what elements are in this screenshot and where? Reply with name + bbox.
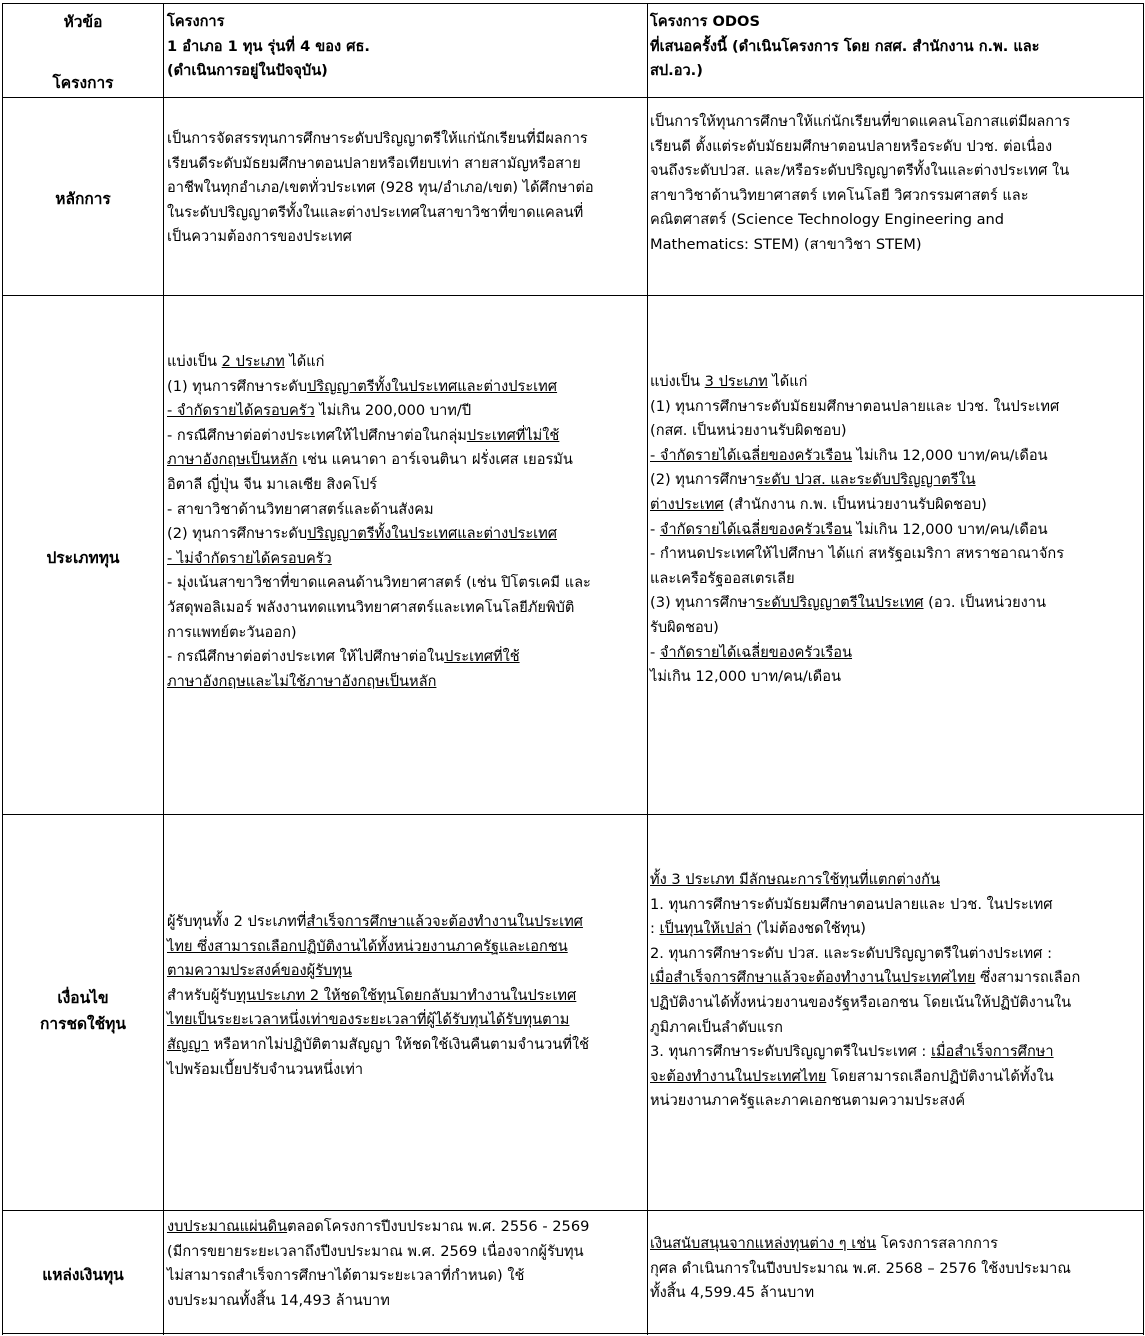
underlined-text: ไทยเป็นระยะเวลาหนึ่งเท่าของระยะเวลาที่ผู้ได้รับทุนได้รับทุนตาม — [167, 1011, 570, 1029]
row-divider-4 — [2, 1210, 1144, 1211]
table-border-bottom — [2, 1333, 1144, 1334]
text-line — [167, 959, 589, 984]
principle-col3 — [650, 110, 1070, 258]
text-line: - กำหนดประเทศให้ไปศึกษา ได้แก่ สหรัฐอเมริกา สหราชอาณาจักร — [650, 545, 1065, 563]
text-run: ไม่เกิน 12,000 บาท/คน/เดือน — [852, 446, 1048, 464]
text-run: (2) ทุนการศึกษาระดับ — [167, 525, 308, 543]
underlined-text: - ไม่จำกัดรายได้ครอบครัว — [167, 549, 332, 567]
text-line: ไม่สามารถสำเร็จการศึกษาได้ตามระยะเวลาที่กำหนด) ใช้ — [167, 1267, 525, 1285]
text-line: เรียนดี ตั้งแต่ระดับมัธยมศึกษาตอนปลายหรือระดับ ปวช. ต่อเนื่อง — [650, 137, 1053, 155]
text-line — [167, 984, 589, 1009]
underlined-text: ปริญญาตรีทั้งในประเทศและต่างประเทศ — [307, 525, 558, 543]
row-label-text: แหล่งเงินทุน — [42, 1266, 124, 1284]
funding-col3 — [650, 1232, 1071, 1306]
text-line: ภูมิภาคเป็นลำดับแรก — [650, 1018, 784, 1036]
text-line: - มุ่งเน้นสาขาวิชาที่ขาดแคลนด้านวิทยาศาสตร์ (เช่น ปิโตรเคมี และ — [167, 574, 591, 592]
text-run: - — [650, 643, 660, 661]
underlined-text: ภาษาอังกฤษและไม่ใช้ภาษาอังกฤษเป็นหลัก — [167, 672, 437, 690]
text-run: - — [650, 520, 660, 538]
text-line — [650, 1065, 1080, 1090]
text-run: แบ่งเป็น — [650, 373, 705, 390]
underlined-text: เมื่อสำเร็จการศึกษาแล้วจะต้องทำงานในประเทศไทย — [650, 969, 976, 987]
text-run: ซึ่งสามารถเลือก — [975, 969, 1081, 987]
text-line — [167, 1215, 589, 1240]
text-run: ไม่เกิน 12,000 บาท/คน/เดือน — [852, 520, 1048, 538]
header-col3-line: สป.อว.) — [650, 62, 703, 80]
text-run: (ไม่ต้องชดใช้ทุน) — [751, 920, 866, 938]
underlined-text: ทั้ง 3 ประเภท มีลักษณะการใช้ทุนที่แตกต่างกัน — [650, 871, 940, 888]
underlined-text: จำกัดรายได้เฉลี่ยของครัวเรือน — [659, 520, 853, 538]
text-line — [167, 1008, 589, 1033]
types-col2 — [167, 350, 591, 694]
text-line — [650, 1232, 1071, 1257]
underlined-text: ไทย ซึ่งสามารถเลือกปฏิบัติงานได้ทั้งหน่วยงานภาครัฐและเอกชน — [167, 937, 568, 955]
text-line: ปฏิบัติงานได้ทั้งหน่วยงานของรัฐหรือเอกชน โดยเน้นให้ปฏิบัติงานใน — [650, 993, 1072, 1011]
text-line — [650, 868, 1080, 893]
header-col3-line: โครงการ ODOS — [650, 13, 760, 30]
text-line: สาขาวิชาด้านวิทยาศาสตร์ เทคโนโลยี วิศวกรรมศาสตร์ และ — [650, 186, 1029, 204]
text-run: โครงการสลากการ — [876, 1235, 998, 1252]
text-line: รับผิดชอบ) — [650, 618, 719, 636]
underlined-text: ปริญญาตรีทั้งในประเทศและต่างประเทศ — [307, 377, 558, 395]
underlined-text: สำเร็จการศึกษาแล้วจะต้องทำงานในประเทศ — [306, 913, 583, 930]
row-divider-1 — [2, 97, 1144, 98]
text-line: เป็นความต้องการของประเทศ — [167, 228, 352, 246]
underlined-text: ภาษาอังกฤษเป็นหลัก — [167, 451, 298, 469]
text-line: (กสศ. เป็นหน่วยงานรับผิดชอบ) — [650, 422, 847, 440]
underlined-text: - จำกัดรายได้เฉลี่ยของครัวเรือน — [650, 446, 853, 464]
text-line — [650, 591, 1064, 616]
underlined-text: 3 ประเภท — [704, 373, 768, 390]
underlined-text: ระดับปริญญาตรีในประเทศ — [755, 594, 924, 612]
text-run: (อว. เป็นหน่วยงาน — [923, 594, 1046, 612]
row-label-text: หลักการ — [55, 190, 111, 208]
underlined-text: จำกัดรายได้เฉลี่ยของครัวเรือน — [659, 643, 853, 661]
underlined-text: ระดับ ปวส. และระดับปริญญาตรีใน — [755, 471, 976, 489]
text-run: แบ่งเป็น — [167, 353, 222, 370]
text-line: เรียนดีระดับมัธยมศึกษาตอนปลายหรือเทียบเท่า สายสามัญหรือสาย — [167, 154, 581, 172]
text-line — [167, 1033, 589, 1058]
text-line: - สาขาวิชาด้านวิทยาศาสตร์และด้านสังคม — [167, 500, 434, 518]
text-line — [650, 1040, 1080, 1065]
row-label-text: การชดใช้ทุน — [40, 1015, 126, 1033]
text-run: (สำนักงาน ก.พ. เป็นหน่วยงานรับผิดชอบ) — [723, 495, 987, 513]
conditions-col3 — [650, 868, 1080, 1114]
text-line — [650, 370, 1064, 395]
underlined-text: จะต้องทำงานในประเทศไทย — [650, 1067, 827, 1085]
column-divider-2 — [647, 3, 648, 1335]
underlined-text: เป็นทุนให้เปล่า — [659, 920, 752, 938]
row-label-types — [3, 545, 163, 570]
text-line — [167, 935, 589, 960]
text-line: ในระดับปริญญาตรีทั้งในและต่างประเทศในสาขาวิชาที่ขาดแคลนที่ — [167, 203, 584, 221]
underlined-text: ประเทศที่ใช้ — [444, 648, 520, 666]
text-run: ไม่เกิน 200,000 บาท/ปี — [314, 402, 472, 420]
text-line — [650, 518, 1064, 543]
conditions-col2 — [167, 910, 589, 1082]
underlined-text: งบประมาณแผ่นดิน — [167, 1218, 288, 1235]
text-run: หรือหากไม่ปฏิบัติตามสัญญา ให้ชดใช้เงินคืนตามจำนวนที่ใช้ — [208, 1035, 589, 1053]
text-line: เป็นการให้ทุนการศึกษาให้แก่นักเรียนที่ขาดแคลนโอกาสแต่มีผลการ — [650, 113, 1071, 130]
underlined-text: สัญญา — [167, 1035, 209, 1053]
header-col2-line: โครงการ — [167, 13, 225, 30]
text-line: คณิตศาสตร์ (Science Technology Engineering and — [650, 211, 1005, 229]
text-run: ผู้รับทุนทั้ง 2 ประเภทที่ — [167, 913, 307, 930]
row-label-funding — [3, 1262, 163, 1287]
header-col2-line: (ดำเนินการอยู่ในปัจจุบัน) — [167, 62, 328, 80]
text-run: : — [650, 920, 660, 938]
header-topic-label-bottom — [3, 70, 163, 95]
text-run: ได้แก่ — [284, 353, 325, 370]
text-line — [167, 375, 591, 400]
header-col2-line: 1 อำเภอ 1 ทุน รุ่นที่ 4 ของ ศธ. — [167, 37, 370, 55]
header-col3-line: ที่เสนอครั้งนี้ (ดำเนินโครงการ โดย กสศ. สำนักงาน ก.พ. และ — [650, 37, 1040, 55]
text-line — [167, 350, 591, 375]
text-line: การแพทย์ตะวันออก) — [167, 623, 297, 641]
text-run: - กรณีศึกษาต่อต่างประเทศ ให้ไปศึกษาต่อใน — [167, 648, 445, 666]
row-divider-2 — [2, 295, 1144, 296]
text-line: อาชีพในทุกอำเภอ/เขตทั่วประเทศ (928 ทุน/อำเภอ/เขต) ได้ศึกษาต่อ — [167, 179, 594, 197]
header-topic-bottom: โครงการ — [52, 74, 114, 92]
row-label-principle — [3, 186, 163, 211]
text-line: เป็นการจัดสรรทุนการศึกษาระดับปริญญาตรีให้แก่นักเรียนที่มีผลการ — [167, 130, 588, 147]
underlined-text: 2 ประเภท — [221, 353, 285, 370]
text-line — [650, 493, 1064, 518]
text-line — [167, 424, 591, 449]
text-line — [167, 547, 591, 572]
underlined-text: เงินสนับสนุนจากแหล่งทุนต่าง ๆ เช่น — [650, 1235, 877, 1252]
text-line — [167, 448, 591, 473]
text-line: ทั้งสิ้น 4,599.45 ล้านบาท — [650, 1284, 815, 1302]
underlined-text: - จำกัดรายได้ครอบครัว — [167, 402, 315, 420]
header-col3 — [650, 10, 1040, 84]
text-run: (1) ทุนการศึกษาระดับ — [167, 377, 308, 395]
header-topic-label — [3, 9, 163, 34]
header-topic-top: หัวข้อ — [63, 13, 103, 31]
row-label-text: ประเภททุน — [46, 549, 120, 567]
text-line: 2. ทุนการศึกษาระดับ ปวส. และระดับปริญญาตรีในต่างประเทศ : — [650, 944, 1052, 962]
funding-col2 — [167, 1215, 589, 1313]
text-line — [650, 468, 1064, 493]
table-border-top — [2, 3, 1144, 4]
text-line — [650, 641, 1064, 666]
underlined-text: ตามความประสงค์ของผู้รับทุน — [167, 962, 352, 980]
principle-col2 — [167, 127, 594, 250]
text-line — [650, 444, 1064, 469]
text-run: (2) ทุนการศึกษา — [650, 471, 756, 489]
text-line: 1. ทุนการศึกษาระดับมัธยมศึกษาตอนปลายและ ปวช. ในประเทศ — [650, 895, 1053, 913]
text-line: Mathematics: STEM) (สาขาวิชา STEM) — [650, 235, 922, 253]
underlined-text: ประเทศที่ไม่ใช้ — [466, 426, 560, 444]
underlined-text: เมื่อสำเร็จการศึกษา — [930, 1043, 1054, 1061]
column-divider-1 — [163, 3, 164, 1335]
text-line: ไม่เกิน 12,000 บาท/คน/เดือน — [650, 668, 841, 686]
text-line: กุศล ดำเนินการในปีงบประมาณ พ.ศ. 2568 – 2576 ใช้งบประมาณ — [650, 1259, 1071, 1277]
text-line: ไปพร้อมเบี้ยปรับจำนวนหนึ่งเท่า — [167, 1060, 364, 1078]
row-divider-3 — [2, 814, 1144, 815]
text-run: โดยสามารถเลือกปฏิบัติงานได้ทั้งใน — [826, 1067, 1054, 1085]
text-run: - กรณีศึกษาต่อต่างประเทศให้ไปศึกษาต่อในกลุ่ม — [167, 426, 467, 444]
text-line — [167, 645, 591, 670]
text-line: งบประมาณทั้งสิ้น 14,493 ล้านบาท — [167, 1291, 390, 1309]
text-line: (มีการขยายระยะเวลาถึงปีงบประมาณ พ.ศ. 2569 เนื่องจากผู้รับทุน — [167, 1242, 584, 1260]
text-line — [167, 910, 589, 935]
text-run: เช่น แคนาดา อาร์เจนตินา ฝรั่งเศส เยอรมัน — [297, 451, 573, 469]
text-line — [167, 670, 591, 695]
text-line: อิตาลี ญี่ปุ่น จีน มาเลเซีย สิงคโปร์ — [167, 475, 378, 493]
types-col3 — [650, 370, 1064, 690]
text-line — [650, 917, 1080, 942]
text-run: (3) ทุนการศึกษา — [650, 594, 756, 612]
row-label-conditions — [3, 985, 163, 1037]
text-line: จนถึงระดับปวส. และ/หรือระดับปริญญาตรีทั้งในและต่างประเทศ ใน — [650, 162, 1070, 180]
text-run: สำหรับผู้รับ — [167, 986, 237, 1004]
text-line: หน่วยงานภาครัฐและภาคเอกชนตามความประสงค์ — [650, 1092, 966, 1110]
text-line: วัสดุพอลิเมอร์ พลังงานทดแทนวิทยาศาสตร์และเทคโนโลยีภัยพิบัติ — [167, 598, 575, 616]
text-run: ได้แก่ — [767, 373, 808, 390]
underlined-text: ทุนประเภท 2 ให้ชดใช้ทุนโดยกลับมาทำงานในประเทศ — [236, 986, 577, 1004]
header-col2 — [167, 10, 370, 84]
text-line — [167, 522, 591, 547]
underlined-text: ต่างประเทศ — [650, 495, 724, 513]
text-line: (1) ทุนการศึกษาระดับมัธยมศึกษาตอนปลายและ ปวช. ในประเทศ — [650, 397, 1060, 415]
text-line — [650, 966, 1080, 991]
text-line — [167, 399, 591, 424]
row-label-text: เงื่อนไข — [57, 989, 109, 1007]
text-run: ตลอดโครงการปีงบประมาณ พ.ศ. 2556 - 2569 — [287, 1218, 590, 1235]
table-border-right — [1143, 3, 1144, 1335]
text-run: 3. ทุนการศึกษาระดับปริญญาตรีในประเทศ : — [650, 1043, 931, 1061]
text-line: และเครือรัฐออสเตรเลีย — [650, 569, 795, 587]
